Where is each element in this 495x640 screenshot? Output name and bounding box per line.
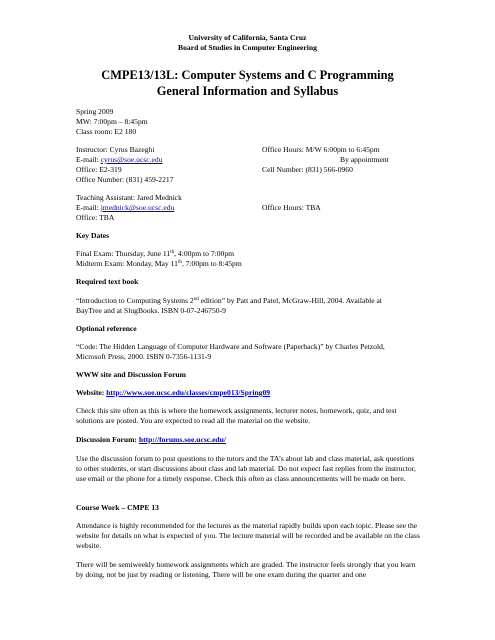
forum-description: Use the discussion forum to post questions to the tutors and the TA’s about lab and class material, ask questions to other students, or start discussions about class and lab material. Do not expect fast replies from the instructor, use email or the phone for a timely response. Check this often as class announcements will be made on here. [76,454,416,483]
required-text-heading: Required text book [76,277,139,286]
course-work-paragraph-2: There will be semiweekly homework assignments which are graded. The instructor feels strongly that you learn by doing, not be just by reading or listening. There will be one exam during the quarter and one [76,560,416,579]
ta-name: Teaching Assistant: Jared Mednick [76,193,182,202]
ta-email-link[interactable]: jmednick@soe.ucsc.edu [100,203,175,212]
ta-email-label: E-mail: [76,203,101,212]
university-name: University of California, Santa Cruz [188,33,307,42]
final-exam-time: , 4:00pm to 7:00pm [174,249,235,258]
class-schedule: MW: 7:00pm – 8:45pm [76,117,148,126]
required-text-line1 [76,296,382,306]
ta-office-hours: Office Hours: TBA [262,203,321,212]
required-text-details: edition” by Patt and Patel, McGraw-Hill, 2004. Available at [198,296,383,305]
board-name: Board of Studies in Computer Engineering [178,43,317,52]
final-exam [76,249,234,259]
optional-reference-line1: “Code: The Hidden Language of Computer Hardware and Software (Paperback)” by Charles Petzold, [76,342,385,351]
instructor-email-link[interactable]: cyrus@soe.ucsc.edu [100,155,163,164]
midterm-exam-sup: th [177,260,182,265]
forum-row [76,435,226,445]
ta-office: Office: TBA [76,213,115,222]
website-row [76,388,270,398]
required-text-line2: BayTree and at SlugBooks. ISBN 0-07-246750-9 [76,306,226,315]
course-title: CMPE13/13L: Computer Systems and C Programming [101,68,394,82]
required-text-title: “Introduction to Computing Systems 2 [76,296,194,305]
optional-reference-line2: Microsoft Press, 2000. ISBN 0-7356-1131-9 [76,352,212,361]
forum-link[interactable]: http://forums.soe.ucsc.edu/ [138,435,226,444]
required-text-sup: nd [193,297,199,302]
classroom: Class room: E2 180 [76,127,137,136]
forum-label: Discussion Forum: [76,435,139,444]
instructor-email-row [76,155,163,165]
midterm-exam-text: Midterm Exam: Monday, May 11 [76,259,178,268]
course-work-heading: Course Work – CMPE 13 [76,503,159,512]
instructor-cell-number: Cell Number: (831) 566-0960 [262,165,353,174]
final-exam-sup: th [170,250,175,255]
instructor-office-number: Office Number: (831) 459-2217 [76,175,174,184]
www-heading: WWW site and Discussion Forum [76,370,186,379]
instructor-office: Office: E2-319 [76,165,122,174]
course-subtitle: General Information and Syllabus [156,84,339,98]
optional-reference-heading: Optional reference [76,324,137,333]
instructor-name: Instructor: Cyrus Bazeghi [76,145,155,154]
semester: Spring 2009 [76,107,114,116]
website-description: Check this site often as this is where the homework assignments, lecturer notes, homework, quiz, and test solutions are posted. You are expected to read all the material on the website. [76,406,397,425]
ta-email-row [76,203,174,213]
website-label: Website: [76,388,107,397]
instructor-office-hours: Office Hours: M/W 6:00pm to 6:45pm [262,145,380,154]
course-work-paragraph-1: Attendance is highly recommended for the lectures as the material rapidly builds upon each topic. Please see the website for details on what is expected of you. The lecture material will be recorded and be available on the class website. [76,521,420,550]
instructor-by-appointment: By appointment [340,155,389,164]
website-link[interactable]: http://www.soe.ucsc.edu/classes/cmpe013/Spring09 [106,388,271,397]
final-exam-text: Final Exam: Thursday, June 11 [76,249,171,258]
midterm-exam [76,259,242,269]
instructor-email-label: E-mail: [76,155,101,164]
midterm-exam-time: , 7:00pm to 8:45pm [181,259,242,268]
key-dates-heading: Key Dates [76,231,110,240]
